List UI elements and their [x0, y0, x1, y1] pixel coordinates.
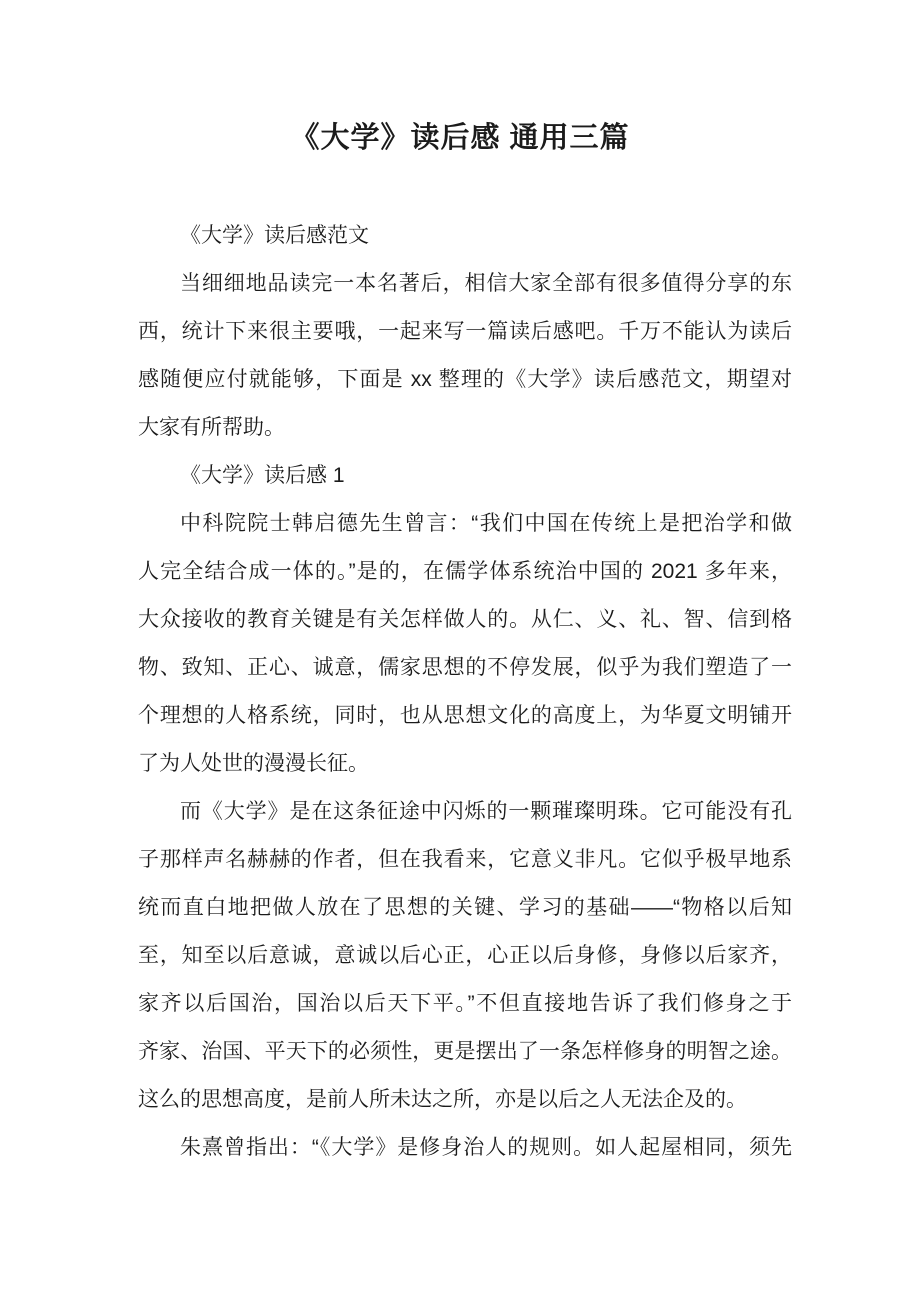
document-body	[138, 212, 792, 1172]
text-line: 《大学》读后感范文	[180, 224, 369, 247]
document-title: 《大学》读后感 通用三篇	[290, 122, 630, 154]
text-line: 子那样声名赫赫的作者，但在我看来，它意义非凡。它似乎极早地系	[138, 848, 792, 871]
text-line: 个理想的人格系统，同时，也从思想文化的高度上，为华夏文明铺开	[138, 704, 792, 727]
text-line: 西，统计下来很主要哦，一起来写一篇读后感吧。千万不能认为读后	[138, 320, 792, 343]
text-line: 至，知至以后意诚，意诚以后心正，心正以后身修，身修以后家齐，	[138, 944, 792, 967]
text-line: 了为人处世的漫漫长征。	[138, 752, 369, 775]
text-line: 家齐以后国治，国治以后天下平。”不但直接地告诉了我们修身之于	[138, 992, 792, 1015]
text-line: 大众接收的教育关键是有关怎样做人的。从仁、义、礼、智、信到格	[138, 608, 792, 631]
text-line: 大家有所帮助。	[138, 416, 285, 439]
text-line: 人完全结合成一体的。”是的，在儒学体系统治中国的 2021 多年来，	[138, 560, 792, 583]
text-line: 这么的思想高度，是前人所未达之所，亦是以后之人无法企及的。	[138, 1088, 747, 1111]
text-line: 物、致知、正心、诚意，儒家思想的不停发展，似乎为我们塑造了一	[138, 656, 792, 679]
text-line: 当细细地品读完一本名著后，相信大家全部有很多值得分享的东	[180, 272, 792, 295]
text-line: 而《大学》是在这条征途中闪烁的一颗璀璨明珠。它可能没有孔	[180, 800, 792, 823]
text-line: 朱熹曾指出：“《大学》是修身治人的规则。如人起屋相同，须先	[180, 1136, 792, 1159]
text-line: 中科院院士韩启德先生曾言：“我们中国在传统上是把治学和做	[180, 512, 792, 535]
text-line: 统而直白地把做人放在了思想的关键、学习的基础――“物格以后知	[138, 896, 792, 919]
text-line: 感随便应付就能够，下面是 xx 整理的《大学》读后感范文，期望对	[138, 368, 792, 391]
text-line: 齐家、治国、平天下的必须性，更是摆出了一条怎样修身的明智之途。	[138, 1040, 792, 1063]
text-line: 《大学》读后感 1	[180, 464, 345, 487]
